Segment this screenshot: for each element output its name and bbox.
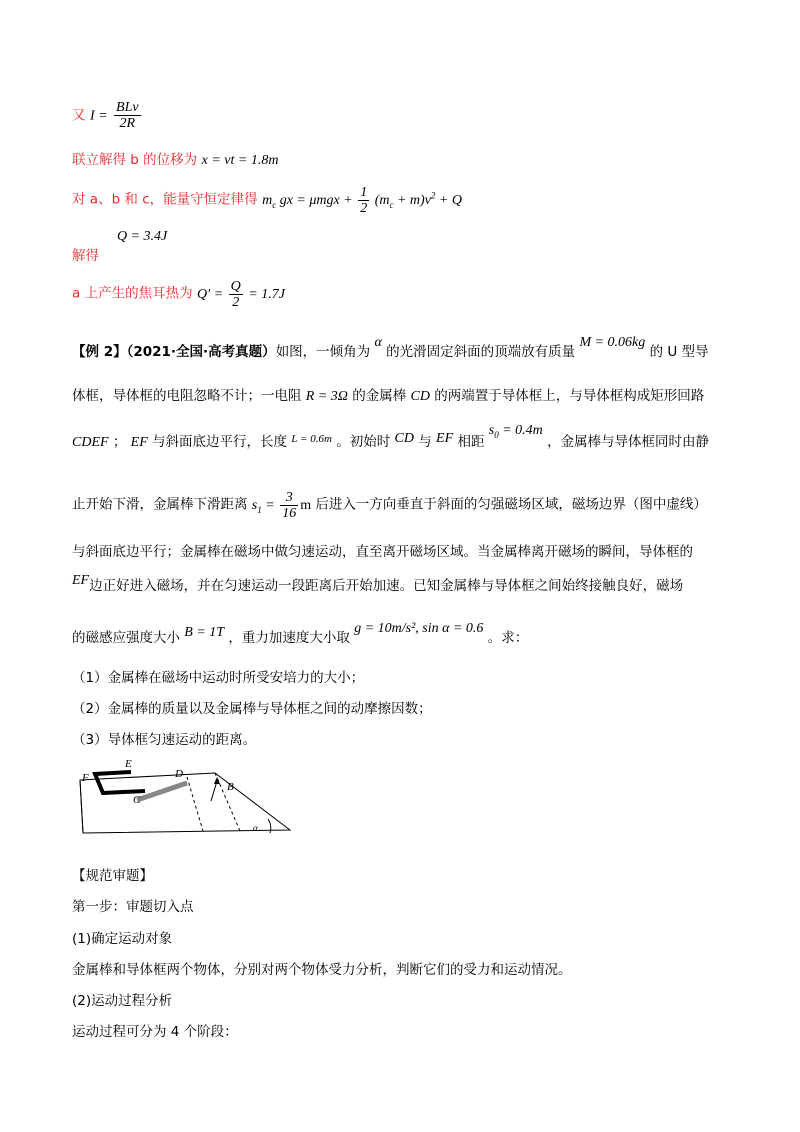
heat-formula <box>117 228 167 245</box>
example-text-3f: ，金属棒与导体框同时由静 <box>547 434 710 450</box>
example-text-4b: 后进入一方向垂直于斜面的匀强磁场区域，磁场边界（图中虚线） <box>315 496 707 513</box>
energy-formula-part-d: + m)v <box>396 192 431 208</box>
example-source: （2021·全国·高考真题） <box>126 344 276 360</box>
example-text-1c: 的 U 型导 <box>649 344 709 360</box>
s0-symbol: s <box>488 423 495 438</box>
energy-fraction-numerator: 1 <box>360 185 368 200</box>
solution-line-1-prefix: 又 <box>72 107 86 124</box>
analysis-sub-2: (2)运动过程分析 <box>72 993 173 1009</box>
question-2: （2）金属棒的质量以及金属棒与导体框之间的动摩擦因数； <box>72 701 432 717</box>
solution-line-1 <box>72 100 143 131</box>
solution-line-5 <box>72 279 285 310</box>
displacement-formula: x = vt = 1.8m <box>201 153 279 168</box>
s1-denominator: 16 <box>282 506 297 521</box>
edge-ef-label: EF <box>130 435 148 450</box>
example-text-7b: ，重力加速度大小取 <box>228 630 350 646</box>
example-text-2b: 的金属棒 <box>352 388 407 404</box>
current-formula-numerator: BLv <box>116 100 139 115</box>
analysis-step-1: 第一步：审题切入点 <box>72 899 194 915</box>
joule-heat-lhs: Q′ = <box>197 286 224 302</box>
energy-formula-part-c: (m <box>374 192 390 208</box>
energy-formula-part-b: gx = μmgx + <box>279 192 353 208</box>
energy-formula-fraction <box>358 185 369 216</box>
current-formula-lhs: I = <box>89 108 108 124</box>
heat-formula-text: Q = 3.4J <box>117 229 168 244</box>
solution-line-3-text: 对 a、b 和 c，能量守恒定律得 <box>72 191 258 208</box>
label-b: B <box>227 781 234 793</box>
current-formula-fraction <box>114 100 141 131</box>
solution-line-3 <box>72 185 462 216</box>
example-tag: 【例 2】 <box>72 344 127 360</box>
magnetic-field-value: B = 1T <box>184 625 225 640</box>
question-1: （1）金属棒在磁场中运动时所受安培力的大小； <box>72 670 365 686</box>
example-text-1: 如图，一倾角为 <box>275 344 371 360</box>
edge-ef-label-2: EF <box>436 431 454 446</box>
length-value: L = 0.6m <box>291 433 332 445</box>
example-text-6a: 边正好进入磁场，并在匀速运动一段距离后开始加速。已知金属棒与导体框之间始终接触良好，磁场 <box>89 578 684 594</box>
resistance-value: R = 3Ω <box>305 389 348 404</box>
label-alpha: α <box>253 823 258 833</box>
example-text-2: 体框，导体框的电阻忽略不计；一电阻 <box>72 388 302 404</box>
incline-figure <box>75 755 300 845</box>
example-line-3 <box>72 423 710 452</box>
solution-line-5-text: a 上产生的焦耳热为 <box>72 285 193 302</box>
analysis-heading: 【规范审题】 <box>72 868 153 884</box>
analysis-sub-2-text: 运动过程可分为 4 个阶段： <box>72 1024 238 1040</box>
example-text-1b: 的光滑固定斜面的顶端放有质量 <box>386 344 576 360</box>
joule-heat-fraction <box>229 279 243 310</box>
example-line-7 <box>72 621 529 647</box>
label-e: E <box>125 758 132 770</box>
rod-cd-label-2: CD <box>394 431 414 446</box>
mass-value: M = 0.06kg <box>579 335 646 350</box>
loop-cdef-label: CDEF <box>72 435 109 450</box>
solution-line-2-text: 联立解得 b 的位移为 <box>72 152 198 168</box>
example-line-1 <box>72 335 709 361</box>
analysis-sub-1: (1)确定运动对象 <box>72 931 173 947</box>
example-text-3a: ； <box>112 434 127 450</box>
s1-fraction <box>280 490 298 521</box>
energy-formula-part-a: m <box>262 192 273 208</box>
example-line-5: 与斜面底边平行；金属棒在磁场中做匀速运动，直至离开磁场区域。当金属棒离开磁场的瞬间，导体框的 <box>72 544 693 560</box>
example-text-3c: 。初始时 <box>336 434 391 450</box>
example-text-7c: 。求： <box>487 630 529 646</box>
example-text-3d: 与 <box>418 434 432 450</box>
angle-alpha: α <box>374 335 382 350</box>
example-text-2c: 的两端置于导体框上，与导体框构成矩形回路 <box>434 388 705 404</box>
example-line-6 <box>72 574 683 595</box>
label-c: C <box>133 794 141 806</box>
label-d: D <box>175 768 183 780</box>
energy-fraction-denominator: 2 <box>360 201 368 216</box>
incline-back-edge <box>80 780 83 833</box>
energy-formula: $m_c$ gx = μmgx + $\frac{1}{2}$ $(m_c + m)v^2 + Q$ <box>262 185 462 216</box>
example-text-4a: 止开始下滑，金属棒下滑距离 <box>72 496 248 513</box>
joule-heat-rhs: = 1.7J <box>248 286 285 302</box>
rod-cd-label: CD <box>410 389 430 404</box>
analysis-sub-1-text: 金属棒和导体框两个物体，分别对两个物体受力分析，判断它们的受力和运动情况。 <box>72 962 572 978</box>
current-formula-denominator: 2R <box>119 116 136 131</box>
joule-heat-formula <box>197 279 285 310</box>
energy-formula-part-e: + Q <box>438 192 462 208</box>
u-frame <box>95 772 145 793</box>
example-line-4 <box>72 490 707 521</box>
initial-distance: $s_0 = 0.4m$ <box>488 423 543 440</box>
example-line-2 <box>72 384 704 405</box>
example-text-3b: 与斜面底边平行，长度 <box>152 434 288 450</box>
slide-distance: $s_1$ = $\frac{3}{16}$ m <box>251 490 312 521</box>
gravity-value: g = 10m/s², sin α = 0.6 <box>354 621 484 636</box>
b-arrowhead <box>214 777 220 784</box>
s1-numerator: 3 <box>280 490 298 506</box>
question-3: （3）导体框匀速运动的距离。 <box>72 732 257 748</box>
field-boundary-1 <box>187 777 203 831</box>
solution-line-2 <box>72 148 278 169</box>
s1-unit: m <box>300 497 312 513</box>
solution-line-4-text: 解得 <box>72 248 99 264</box>
example-text-3e: 相距 <box>457 434 485 450</box>
joule-heat-numerator: Q <box>230 279 241 294</box>
label-f: F <box>82 772 89 784</box>
edge-ef-label-3: EF <box>72 573 90 588</box>
s0-value: = 0.4m <box>502 423 543 438</box>
s1-symbol: s <box>251 497 258 513</box>
example-text-7a: 的磁感应强度大小 <box>72 630 180 646</box>
joule-heat-denominator: 2 <box>232 295 240 310</box>
angle-arc <box>268 819 271 833</box>
